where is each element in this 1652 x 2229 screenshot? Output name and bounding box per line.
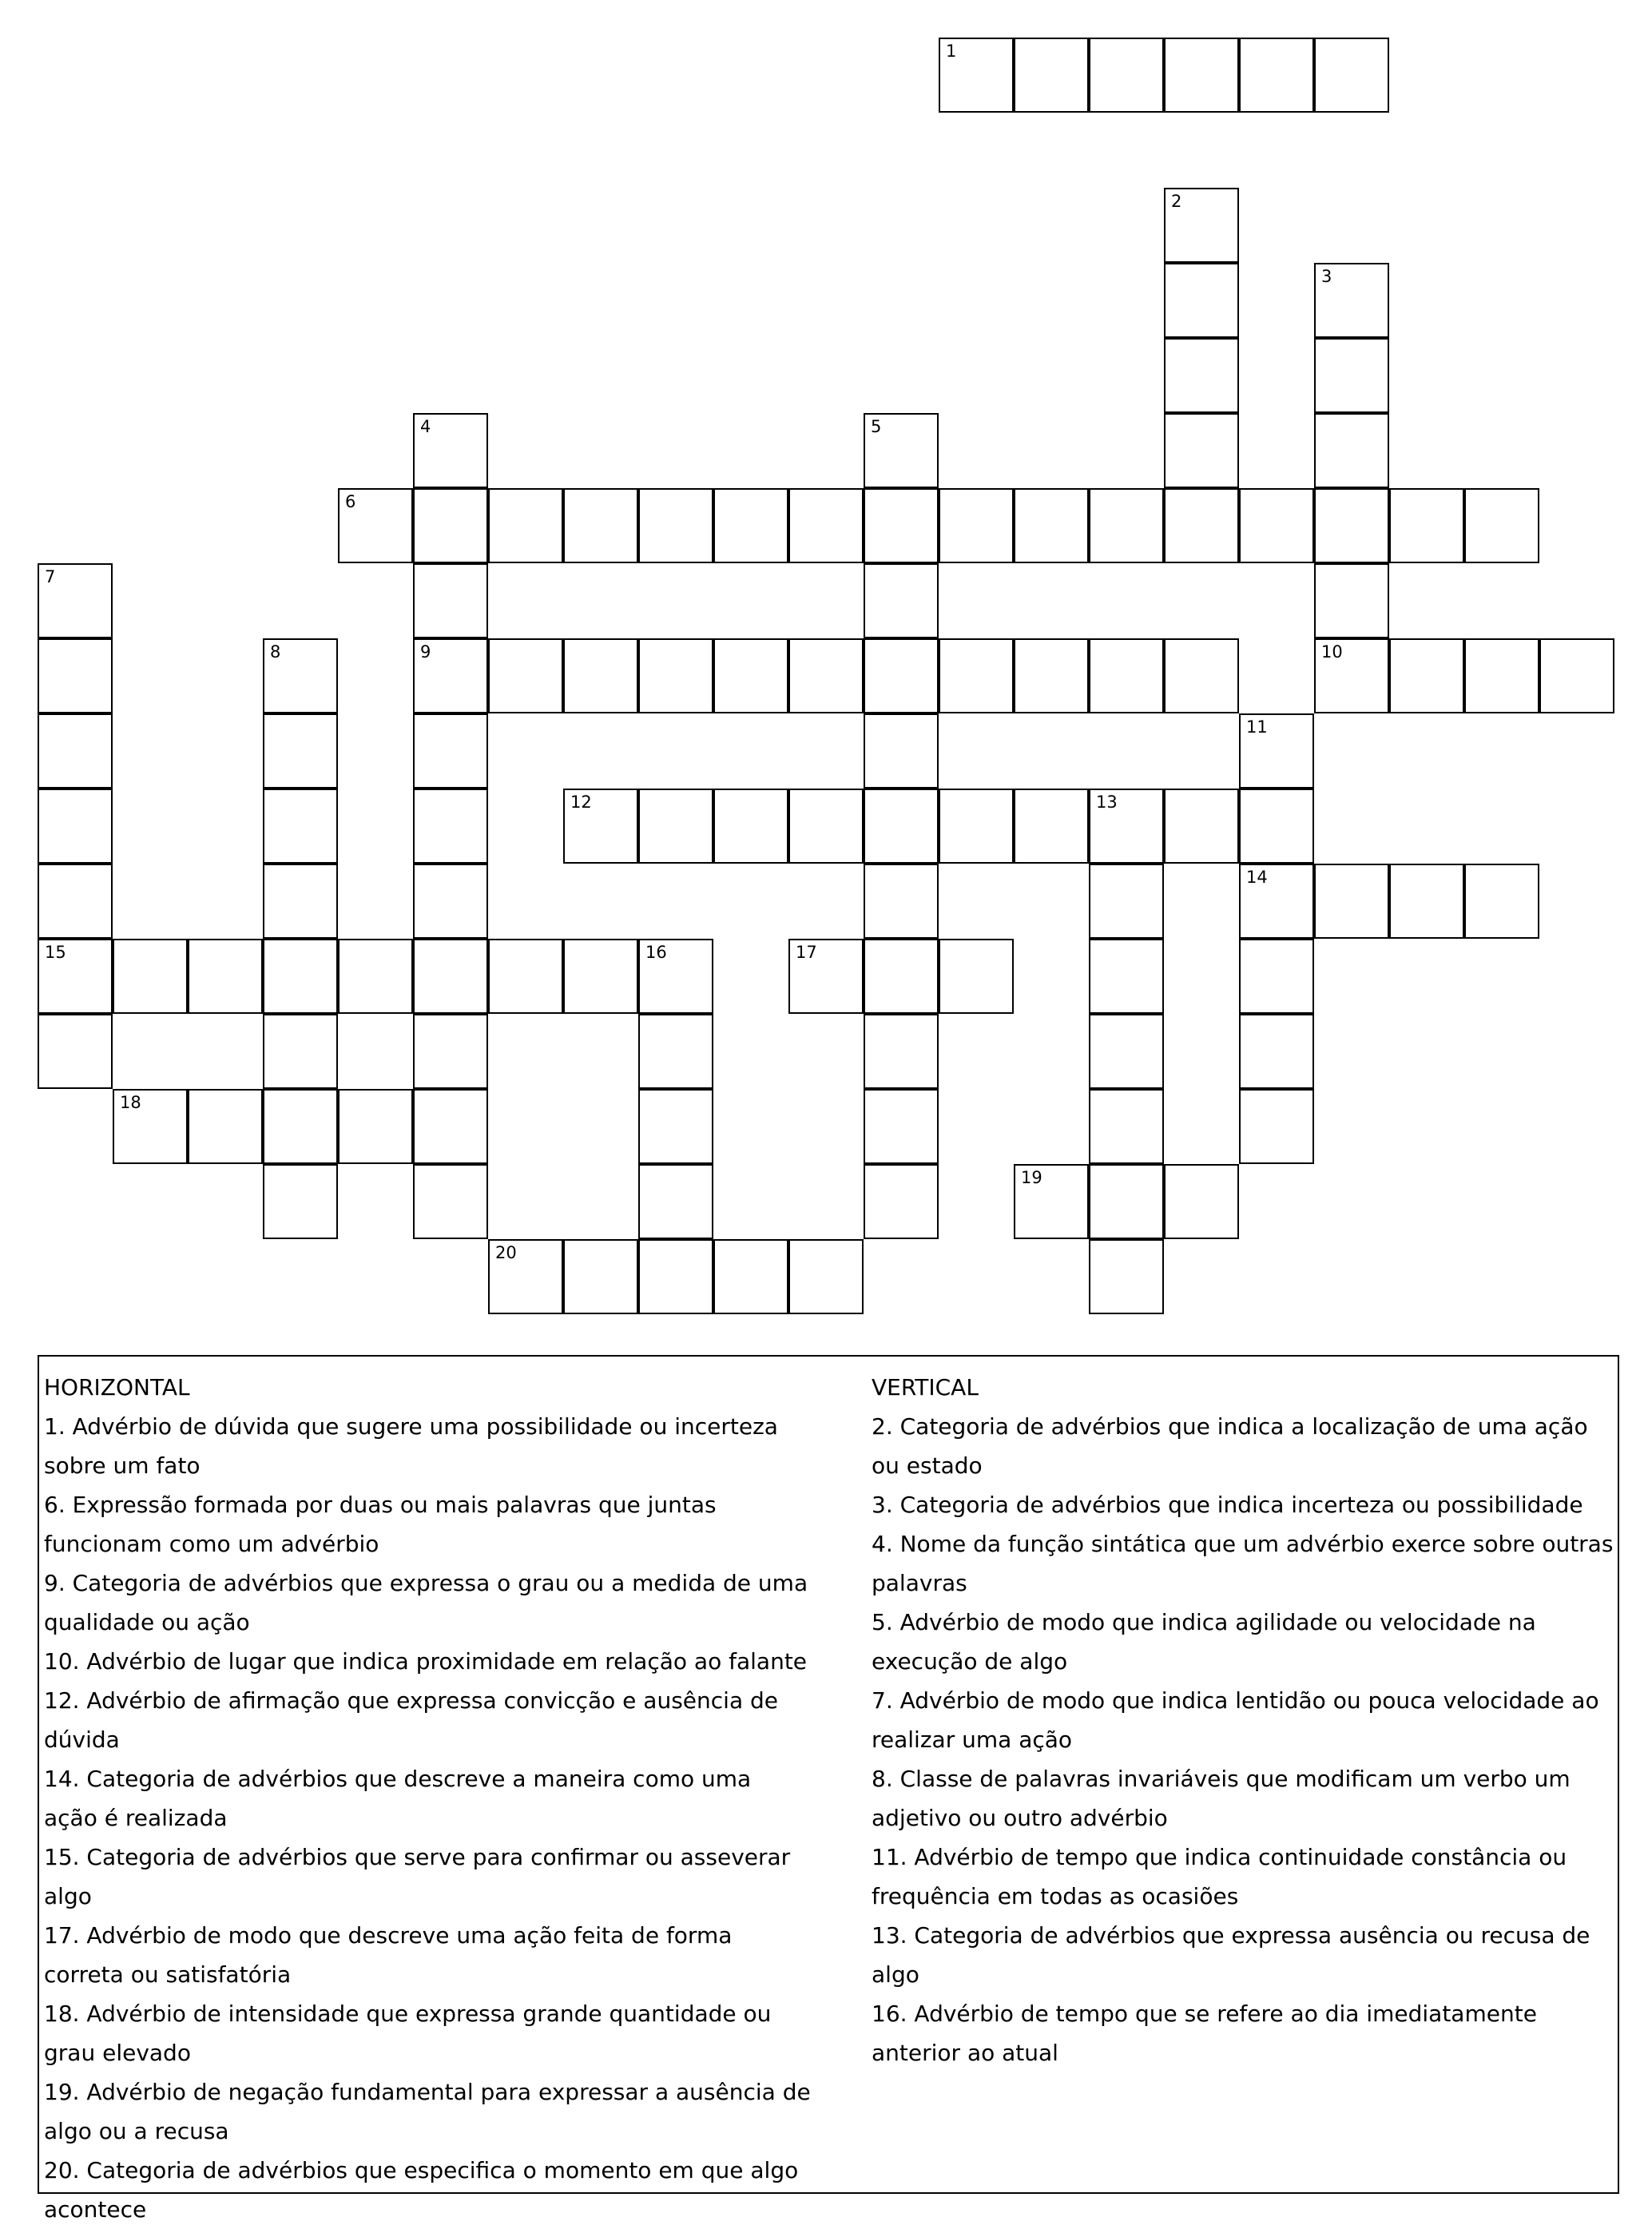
grid-cell[interactable] bbox=[263, 1014, 338, 1089]
grid-cell[interactable] bbox=[1239, 939, 1314, 1014]
grid-cell[interactable] bbox=[713, 789, 788, 864]
grid-cell[interactable] bbox=[413, 413, 488, 488]
clue-number: 15 bbox=[45, 943, 66, 962]
grid-cell[interactable] bbox=[1314, 864, 1389, 939]
grid-cell[interactable] bbox=[1464, 488, 1539, 563]
grid-cell[interactable] bbox=[1164, 38, 1239, 113]
grid-cell[interactable] bbox=[864, 1089, 939, 1164]
clue-v-3: 3. Categoria de advérbios que indica incerteza ou possibilidade bbox=[872, 1492, 1583, 1518]
grid-cell[interactable] bbox=[563, 789, 638, 864]
grid-cell[interactable] bbox=[788, 789, 864, 864]
grid-cell[interactable] bbox=[1089, 1089, 1164, 1164]
grid-cell[interactable] bbox=[263, 713, 338, 789]
grid-cell[interactable] bbox=[113, 939, 188, 1014]
grid-cell[interactable] bbox=[1089, 1014, 1164, 1089]
grid-cell[interactable] bbox=[638, 1239, 713, 1314]
horizontal-heading: HORIZONTAL bbox=[44, 1374, 190, 1401]
grid-cell[interactable] bbox=[864, 713, 939, 789]
grid-cell[interactable] bbox=[713, 1239, 788, 1314]
clue-v-8: 8. Classe de palavras invariáveis que modificam um verbo um adjetivo ou outro advérbio bbox=[872, 1766, 1571, 1831]
grid-cell[interactable] bbox=[1014, 789, 1089, 864]
grid-cell[interactable] bbox=[1239, 1089, 1314, 1164]
grid-cell[interactable] bbox=[1164, 1164, 1239, 1239]
clue-h-12: 12. Advérbio de afirmação que expressa convicção e ausência de dúvida bbox=[44, 1687, 778, 1753]
grid-cell[interactable] bbox=[263, 789, 338, 864]
grid-cell[interactable] bbox=[563, 488, 638, 563]
grid-cell[interactable] bbox=[864, 789, 939, 864]
grid-cell[interactable] bbox=[413, 864, 488, 939]
grid-cell[interactable] bbox=[1314, 38, 1389, 113]
clue-number: 1 bbox=[946, 42, 957, 61]
vertical-heading: VERTICAL bbox=[872, 1374, 979, 1401]
grid-cell[interactable] bbox=[188, 939, 263, 1014]
grid-cell[interactable] bbox=[713, 488, 788, 563]
grid-cell[interactable] bbox=[939, 789, 1014, 864]
grid-cell[interactable] bbox=[1014, 488, 1089, 563]
grid-cell[interactable] bbox=[1389, 488, 1464, 563]
grid-cell[interactable] bbox=[1389, 864, 1464, 939]
grid-cell[interactable] bbox=[1089, 488, 1164, 563]
grid-cell[interactable] bbox=[413, 563, 488, 638]
clue-number: 16 bbox=[645, 943, 667, 962]
grid-cell[interactable] bbox=[638, 1014, 713, 1089]
grid-cell[interactable] bbox=[1314, 263, 1389, 338]
grid-cell[interactable] bbox=[638, 638, 713, 713]
clue-v-2: 2. Categoria de advérbios que indica a localização de uma ação ou estado bbox=[872, 1413, 1588, 1479]
clue-number: 13 bbox=[1096, 793, 1118, 812]
grid-cell[interactable] bbox=[338, 1089, 413, 1164]
grid-cell[interactable] bbox=[263, 638, 338, 713]
grid-cell[interactable] bbox=[563, 638, 638, 713]
grid-cell[interactable] bbox=[1164, 188, 1239, 263]
grid-cell[interactable] bbox=[38, 1014, 113, 1089]
grid-cell[interactable] bbox=[1464, 864, 1539, 939]
grid-cell[interactable] bbox=[939, 38, 1014, 113]
clue-number: 19 bbox=[1021, 1168, 1042, 1187]
grid-cell[interactable] bbox=[1089, 939, 1164, 1014]
grid-cell[interactable] bbox=[488, 638, 563, 713]
grid-cell[interactable] bbox=[1239, 789, 1314, 864]
clue-number: 14 bbox=[1246, 868, 1268, 887]
clue-h-19: 19. Advérbio de negação fundamental para expressar a ausência de algo ou a recusa bbox=[44, 2079, 811, 2144]
grid-cell[interactable] bbox=[1089, 789, 1164, 864]
grid-cell[interactable] bbox=[1239, 713, 1314, 789]
grid-cell[interactable] bbox=[563, 939, 638, 1014]
clue-number: 7 bbox=[45, 567, 56, 586]
grid-cell[interactable] bbox=[38, 939, 113, 1014]
grid-cell[interactable] bbox=[413, 488, 488, 563]
clue-h-10: 10. Advérbio de lugar que indica proximidade em relação ao falante bbox=[44, 1648, 808, 1675]
grid-cell[interactable] bbox=[864, 488, 939, 563]
clue-number: 5 bbox=[871, 417, 882, 436]
clue-h-20: 20. Categoria de advérbios que especifica o momento em que algo acontece bbox=[44, 2157, 799, 2223]
clue-number: 2 bbox=[1171, 192, 1182, 211]
grid-cell[interactable] bbox=[1314, 413, 1389, 488]
grid-cell[interactable] bbox=[1164, 488, 1239, 563]
grid-cell[interactable] bbox=[1239, 1014, 1314, 1089]
clues-box bbox=[38, 1355, 1619, 2223]
grid-cell[interactable] bbox=[864, 638, 939, 713]
grid-cell[interactable] bbox=[1089, 1239, 1164, 1314]
grid-cell[interactable] bbox=[38, 789, 113, 864]
grid-cell[interactable] bbox=[1014, 1164, 1089, 1239]
grid-cell[interactable] bbox=[413, 939, 488, 1014]
grid-cell[interactable] bbox=[488, 1239, 563, 1314]
clue-h-14: 14. Categoria de advérbios que descreve a maneira como uma ação é realizada bbox=[44, 1766, 752, 1831]
clue-h-15: 15. Categoria de advérbios que serve para confirmar ou asseverar algo bbox=[44, 1844, 791, 1909]
clue-number: 9 bbox=[420, 642, 431, 662]
clue-h-9: 9. Categoria de advérbios que expressa o grau ou a medida de uma qualidade ou ação bbox=[44, 1570, 808, 1635]
grid-cell[interactable] bbox=[788, 488, 864, 563]
grid-cell[interactable] bbox=[864, 1014, 939, 1089]
grid-cell[interactable] bbox=[1239, 38, 1314, 113]
grid-cell[interactable] bbox=[939, 939, 1014, 1014]
grid-cell[interactable] bbox=[1539, 638, 1614, 713]
clue-number: 17 bbox=[796, 943, 817, 962]
grid-cell[interactable] bbox=[38, 864, 113, 939]
grid-cell[interactable] bbox=[1314, 338, 1389, 413]
clue-v-7: 7. Advérbio de modo que indica lentidão ou pouca velocidade ao realizar uma ação bbox=[872, 1687, 1599, 1753]
clue-number: 18 bbox=[120, 1093, 141, 1112]
grid-cell[interactable] bbox=[1464, 638, 1539, 713]
grid-cell[interactable] bbox=[1164, 263, 1239, 338]
grid-cell[interactable] bbox=[338, 488, 413, 563]
grid-cell[interactable] bbox=[413, 1089, 488, 1164]
clue-v-5: 5. Advérbio de modo que indica agilidade ou velocidade na execução de algo bbox=[872, 1609, 1536, 1675]
grid-cell[interactable] bbox=[1239, 488, 1314, 563]
clue-number: 4 bbox=[420, 417, 431, 436]
grid-cell[interactable] bbox=[263, 939, 338, 1014]
grid-cell[interactable] bbox=[864, 413, 939, 488]
grid-cell[interactable] bbox=[488, 939, 563, 1014]
grid-cell[interactable] bbox=[1164, 638, 1239, 713]
grid-cell[interactable] bbox=[188, 1089, 263, 1164]
grid-cell[interactable] bbox=[38, 638, 113, 713]
grid-cell[interactable] bbox=[864, 864, 939, 939]
grid-cell[interactable] bbox=[38, 713, 113, 789]
clue-number: 20 bbox=[495, 1243, 517, 1262]
grid-cell[interactable] bbox=[1014, 638, 1089, 713]
vertical-clues bbox=[872, 1368, 1614, 2072]
grid-cell[interactable] bbox=[638, 1089, 713, 1164]
grid-cell[interactable] bbox=[1089, 864, 1164, 939]
grid-cell[interactable] bbox=[413, 713, 488, 789]
grid-cell[interactable] bbox=[638, 939, 713, 1014]
grid-cell[interactable] bbox=[939, 638, 1014, 713]
clue-h-17: 17. Advérbio de modo que descreve uma ação feita de forma correta ou satisfatória bbox=[44, 1922, 733, 1988]
clue-v-16: 16. Advérbio de tempo que se refere ao dia imediatamente anterior ao atual bbox=[872, 2001, 1537, 2066]
grid-cell[interactable] bbox=[1314, 638, 1389, 713]
grid-cell[interactable] bbox=[113, 1089, 188, 1164]
clue-v-13: 13. Categoria de advérbios que expressa ausência ou recusa de algo bbox=[872, 1922, 1590, 1988]
grid-cell[interactable] bbox=[563, 1239, 638, 1314]
grid-cell[interactable] bbox=[1239, 864, 1314, 939]
grid-cell[interactable] bbox=[263, 1089, 338, 1164]
grid-cell[interactable] bbox=[488, 488, 563, 563]
grid-cell[interactable] bbox=[263, 1164, 338, 1239]
grid-cell[interactable] bbox=[788, 638, 864, 713]
grid-cell[interactable] bbox=[1314, 563, 1389, 638]
grid-cell[interactable] bbox=[638, 488, 713, 563]
clue-h-18: 18. Advérbio de intensidade que expressa grande quantidade ou grau elevado bbox=[44, 2001, 772, 2066]
clue-number: 10 bbox=[1321, 642, 1343, 662]
clue-h-6: 6. Expressão formada por duas ou mais palavras que juntas funcionam como um advérbio bbox=[44, 1492, 717, 1557]
grid-cell[interactable] bbox=[413, 1164, 488, 1239]
grid-cell[interactable] bbox=[1014, 38, 1089, 113]
grid-cell[interactable] bbox=[413, 789, 488, 864]
grid-cell[interactable] bbox=[638, 1164, 713, 1239]
grid-cell[interactable] bbox=[788, 1239, 864, 1314]
grid-cell[interactable] bbox=[1089, 38, 1164, 113]
grid-cell[interactable] bbox=[864, 939, 939, 1014]
clue-number: 12 bbox=[570, 793, 592, 812]
grid-cell[interactable] bbox=[1314, 488, 1389, 563]
clue-number: 3 bbox=[1321, 267, 1332, 286]
grid-cell[interactable] bbox=[864, 1164, 939, 1239]
grid-cell[interactable] bbox=[413, 1014, 488, 1089]
grid-cell[interactable] bbox=[939, 488, 1014, 563]
horizontal-clues bbox=[44, 1368, 811, 2229]
grid-cell[interactable] bbox=[263, 864, 338, 939]
clue-v-11: 11. Advérbio de tempo que indica continuidade constância ou frequência em todas as ocasiões bbox=[872, 1844, 1567, 1909]
clue-h-1: 1. Advérbio de dúvida que sugere uma possibilidade ou incerteza sobre um fato bbox=[44, 1413, 778, 1479]
clue-number: 8 bbox=[270, 642, 281, 662]
grid-cell[interactable] bbox=[338, 939, 413, 1014]
clue-number: 6 bbox=[345, 492, 356, 511]
clue-v-4: 4. Nome da função sintática que um advérbio exerce sobre outras palavras bbox=[872, 1531, 1614, 1596]
grid-cell[interactable] bbox=[638, 789, 713, 864]
grid-cell[interactable] bbox=[1164, 789, 1239, 864]
grid-cell[interactable] bbox=[864, 563, 939, 638]
grid-cell[interactable] bbox=[713, 638, 788, 713]
grid-cell[interactable] bbox=[1164, 338, 1239, 413]
grid-cell[interactable] bbox=[788, 939, 864, 1014]
grid-cell[interactable] bbox=[1164, 413, 1239, 488]
clue-number: 11 bbox=[1246, 717, 1268, 737]
grid-cell[interactable] bbox=[1389, 638, 1464, 713]
grid-cell[interactable] bbox=[413, 638, 488, 713]
grid-cell[interactable] bbox=[1089, 1164, 1164, 1239]
grid-cell[interactable] bbox=[1089, 638, 1164, 713]
grid-cell[interactable] bbox=[38, 563, 113, 638]
